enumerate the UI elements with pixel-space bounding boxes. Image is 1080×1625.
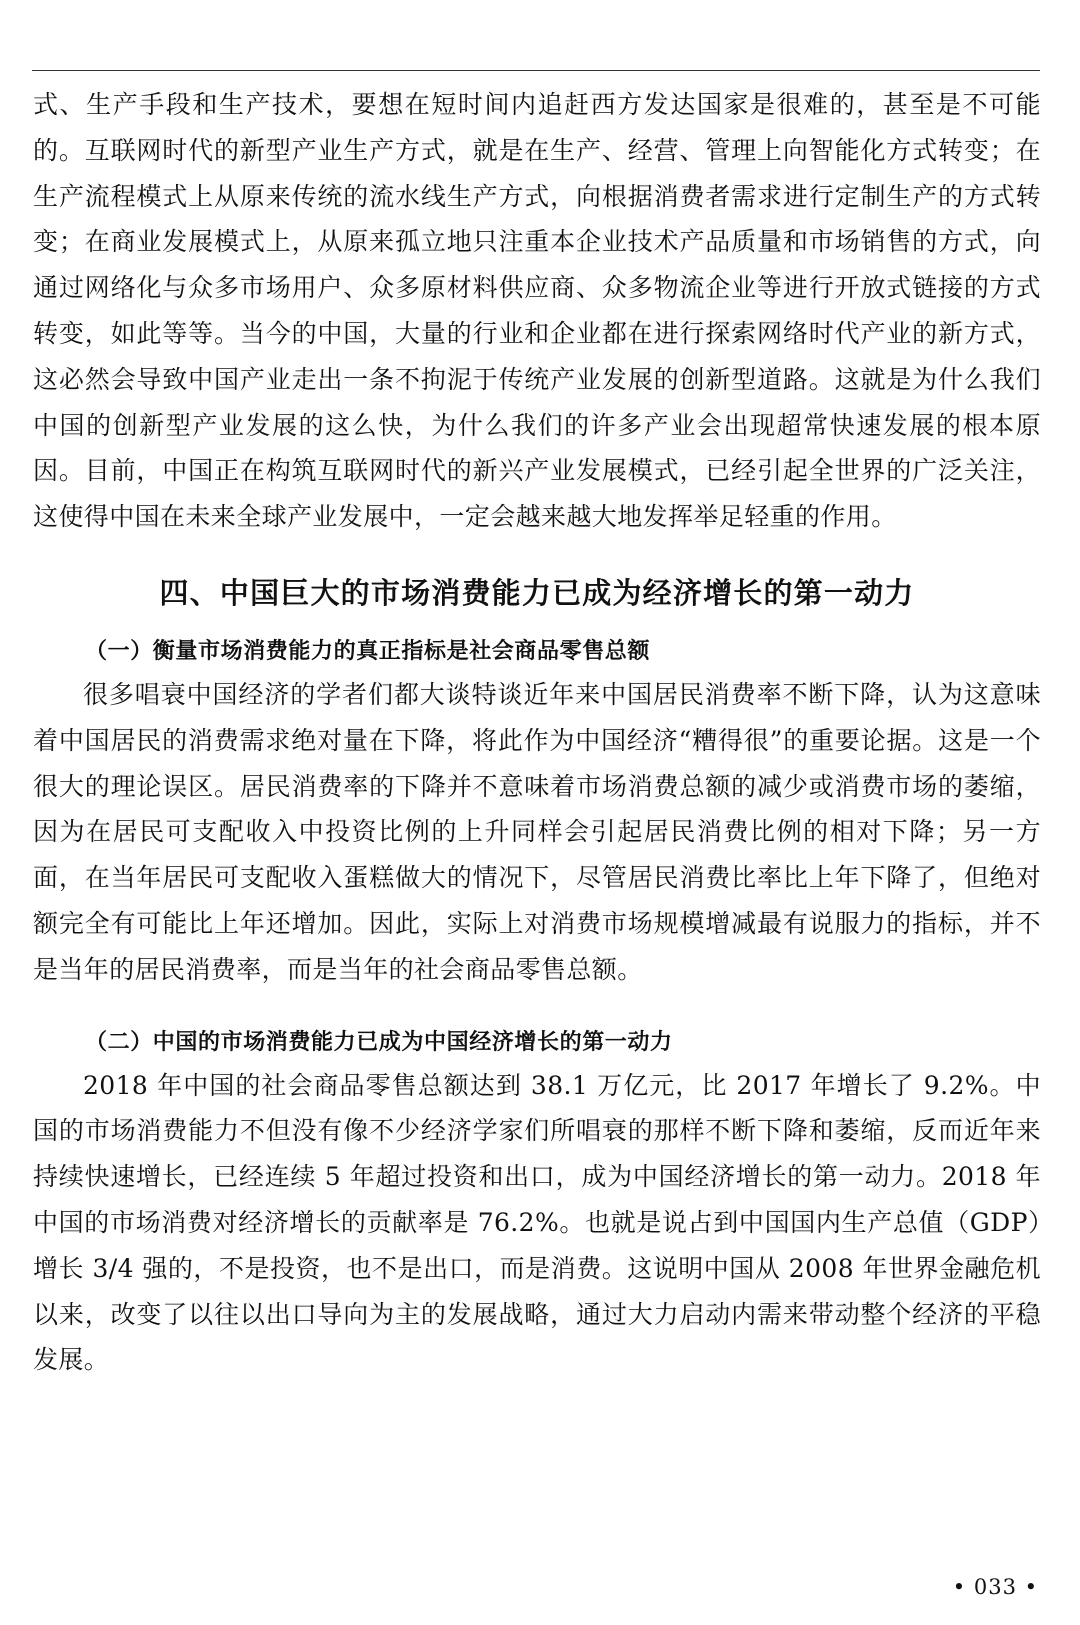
page-body (33, 82, 1041, 1383)
body-paragraph: 很多唱衰中国经济的学者们都大谈特谈近年来中国居民消费率不断下降，认为这意味着中国居民的消费需求绝对量在下降，将此作为中国经济“糟得很”的重要论据。这是一个很大的理论误区。居民消费率的下降并不意味着市场消费总额的减少或消费市场的萎缩，因为在居民可支配收入中投资比例的上升同样会引起居民消费比例的相对下降；另一方面，在当年居民可支配收入蛋糕做大的情况下，尽管居民消费比率比上年下降了，但绝对额完全有可能比上年还增加。因此，实际上对消费市场规模增减最有说服力的指标，并不是当年的居民消费率，而是当年的社会商品零售总额。 (33, 679, 1041, 984)
page-number: • 033 • (952, 1575, 1038, 1599)
body-paragraph: 式、生产手段和生产技术，要想在短时间内追赶西方发达国家是很难的，甚至是不可能的。互联网时代的新型产业生产方式，就是在生产、经营、管理上向智能化方式转变；在生产流程模式上从原来传统的流水线生产方式，向根据消费者需求进行定制生产的方式转变；在商业发展模式上，从原来孤立地只注重本企业技术产品质量和市场销售的方式，向通过网络化与众多市场用户、众多原材料供应商、众多物流企业等进行开放式链接的方式转变，如此等等。当今的中国，大量的行业和企业都在进行探索网络时代产业的新方式，这必然会导致中国产业走出一条不拘泥于传统产业发展的创新型道路。这就是为什么我们中国的创新型产业发展的这么快，为什么我们的许多产业会出现超常快速发展的根本原因。目前，中国正在构筑互联网时代的新兴产业发展模式，已经引起全世界的广泛关注，这使得中国在未来全球产业发展中，一定会越来越大地发挥举足轻重的作用。 (33, 90, 1041, 532)
subsection-heading: （一）衡量市场消费能力的真正指标是社会商品零售总额 (85, 638, 651, 664)
subsection-heading: （二）中国的市场消费能力已成为中国经济增长的第一动力 (85, 1029, 673, 1055)
body-paragraph: 2018 年中国的社会商品零售总额达到 38.1 万亿元，比 2017 年增长了 9.2%。中国的市场消费能力不但没有像不少经济学家们所唱衰的那样不断下降和萎缩，反而近年来持续快速增长，已经连续 5 年超过投资和出口，成为中国经济增长的第一动力。2018 年中国的市场消费对经济增长的贡献率是 76.2%。也就是说占到中国国内生产总值（GDP）增长 3/4 强的，不是投资，也不是出口，而是消费。这说明中国从 2008 年世界金融危机以来，改变了以往以出口导向为主的发展战略，通过大力启动内需来带动整个经济的平稳发展。 (33, 1070, 1041, 1375)
section-heading: 四、中国巨大的市场消费能力已成为经济增长的第一动力 (159, 575, 915, 610)
header-rule (32, 70, 1040, 71)
